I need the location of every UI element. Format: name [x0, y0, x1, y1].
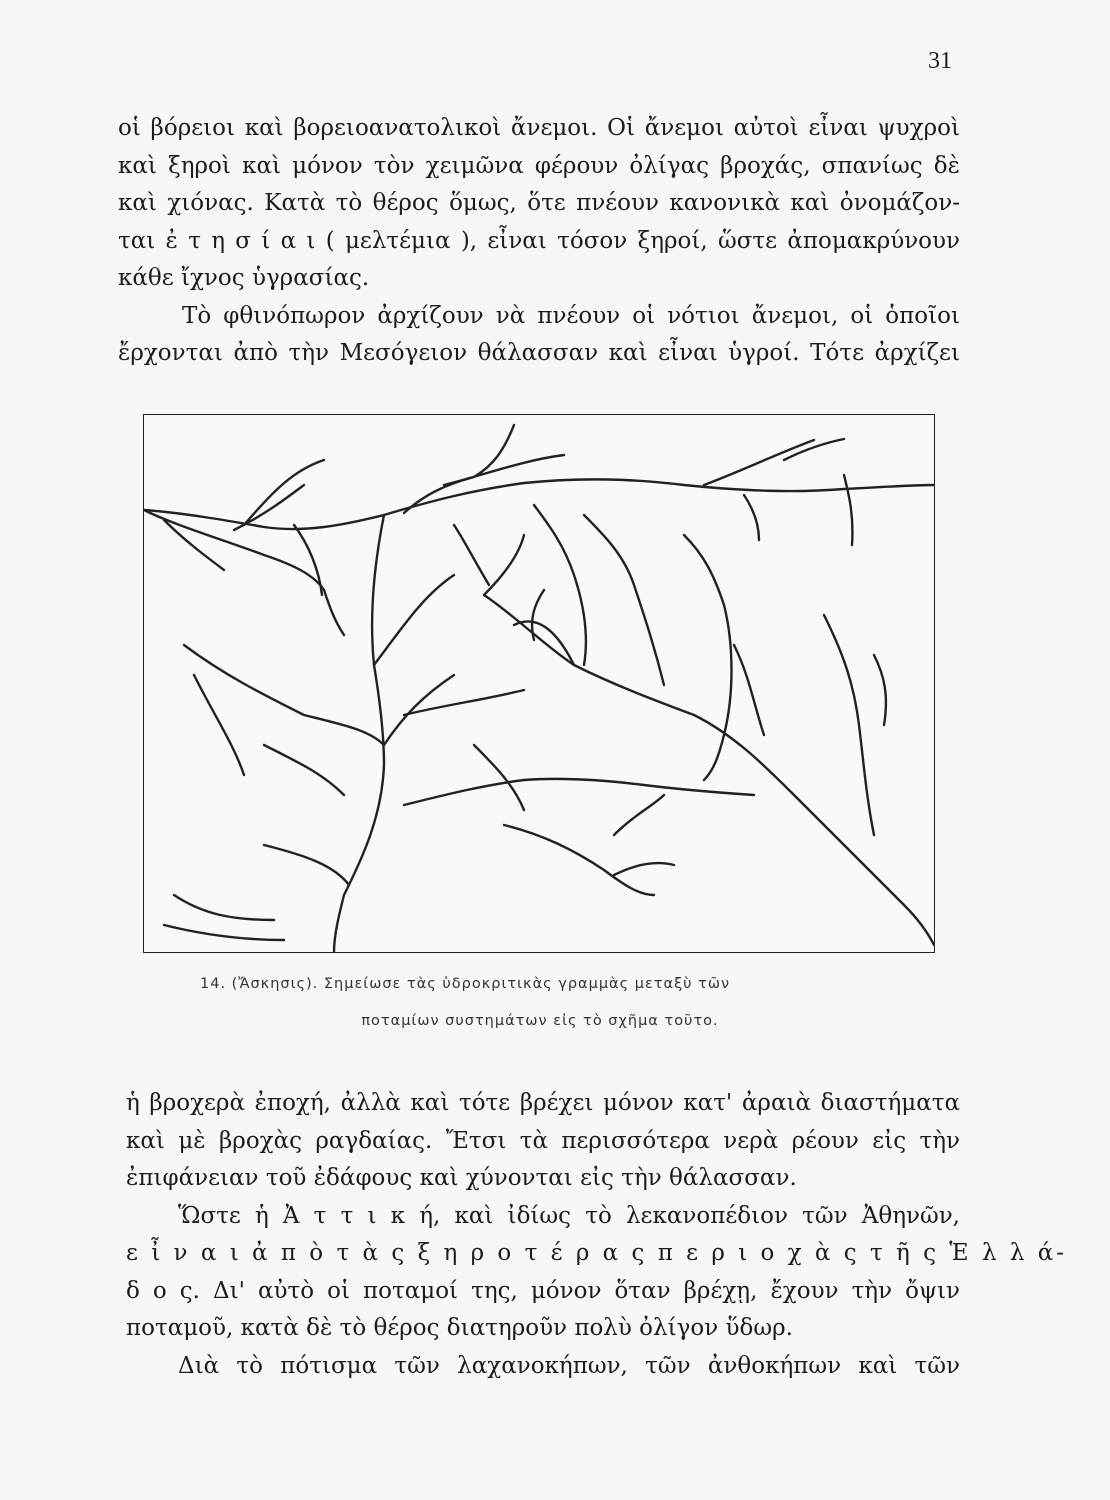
- text-line: ἐπιφάνειαν τοῦ ἐδάφους καὶ χύνονται εἰς τὴν θάλασσαν.: [126, 1165, 797, 1191]
- text-line: καὶ ξηροὶ καὶ μόνον τὸν χειμῶνα φέρουν ὀλίγας βροχάς, σπανίως δὲ: [118, 152, 960, 179]
- river-line: [734, 645, 764, 735]
- river-line: [614, 795, 664, 835]
- text-line: Διὰ τὸ πότισμα τῶν λαχανοκήπων, τῶν ἀνθοκήπων καὶ τῶν: [178, 1352, 960, 1379]
- river-line: [844, 475, 852, 545]
- text-line: Τὸ φθινόπωρον ἀρχίζουν νὰ πνέουν οἱ νότιοι ἄνεμοι, οἱ ὁποῖοι: [182, 302, 960, 329]
- page-number: 31: [928, 48, 952, 74]
- text-line: κάθε ἴχνος ὑγρασίας.: [118, 265, 370, 291]
- river-line: [824, 615, 874, 835]
- river-line: [404, 690, 524, 715]
- paragraph-top: [118, 110, 960, 373]
- text-line: οἱ βόρειοι καὶ βορειοανατολικοὶ ἄνεμοι. Οἱ ἄνεμοι αὐτοὶ εἶναι ψυχροὶ: [118, 115, 960, 141]
- river-line: [334, 515, 384, 952]
- figure-caption-line-1: 14. (Ἄσκησις). Σημείωσε τὰς ὑδροκριτικὰς γραμμὰς μεταξὺ τῶν: [200, 976, 731, 992]
- river-line: [614, 863, 674, 875]
- river-line: [194, 675, 244, 775]
- river-line: [504, 825, 654, 895]
- text-line: ε ἶ ν α ι ἀ π ὸ τ ὰ ς ξ η ρ ο τ έ ρ α ς π ε ρ ι ο χ ὰ ς τ ῆ ς Ἑ λ λ ά-: [126, 1240, 1068, 1266]
- figure-caption-line-2: ποταμίων συστημάτων εἰς τὸ σχῆμα τοῦτο.: [361, 1013, 719, 1029]
- river-line: [244, 460, 324, 525]
- river-line: [484, 595, 934, 945]
- river-line: [164, 925, 284, 940]
- river-line: [484, 535, 524, 595]
- text-line: Ὥστε ἡ Ἀ τ τ ι κ ή, καὶ ἰδίως τὸ λεκανοπέδιον τῶν Ἀθηνῶν,: [178, 1202, 960, 1229]
- text-line: δ ο ς. Δι' αὐτὸ οἱ ποταμοί της, μόνον ὅταν βρέχῃ, ἔχουν τὴν ὄψιν: [126, 1277, 960, 1304]
- text-line: ται ἐ τ η σ ί α ι ( μελτέμια ), εἶναι τόσον ξηροί, ὥστε ἀπομακρύνουν: [118, 227, 960, 254]
- river-line: [584, 515, 664, 685]
- text-line: ποταμοῦ, κατὰ δὲ τὸ θέρος διατηροῦν πολὺ ὀλίγον ὕδωρ.: [126, 1315, 793, 1341]
- river-line: [264, 845, 349, 885]
- paragraph-bottom: [126, 1085, 1068, 1385]
- river-line: [384, 675, 454, 745]
- river-line: [684, 535, 732, 780]
- river-line: [404, 779, 754, 805]
- text-line: καὶ χιόνας. Κατὰ τὸ θέρος ὅμως, ὅτε πνέουν κανονικὰ καὶ ὀνομάζον-: [118, 190, 960, 216]
- river-line: [474, 745, 524, 810]
- river-line: [744, 495, 759, 540]
- river-systems-figure: [143, 414, 935, 953]
- text-line: ἡ βροχερὰ ἐποχή, ἀλλὰ καὶ τότε βρέχει μόνον κατ' ἀραιὰ διαστήματα: [126, 1090, 960, 1116]
- text-line: καὶ μὲ βροχὰς ραγδαίας. Ἔτσι τὰ περισσότερα νερὰ ρέουν εἰς τὴν: [126, 1127, 960, 1154]
- river-network-drawing: [144, 415, 934, 952]
- river-line: [294, 525, 322, 595]
- river-line: [704, 440, 814, 485]
- river-line: [454, 525, 489, 585]
- river-line: [374, 575, 454, 665]
- river-line: [874, 655, 886, 725]
- river-line: [174, 895, 274, 920]
- river-line: [164, 520, 224, 570]
- text-line: ἔρχονται ἀπὸ τὴν Μεσόγειον θάλασσαν καὶ εἶναι ὑγροί. Τότε ἀρχίζει: [118, 340, 960, 366]
- river-line: [184, 645, 384, 745]
- river-line: [264, 745, 344, 795]
